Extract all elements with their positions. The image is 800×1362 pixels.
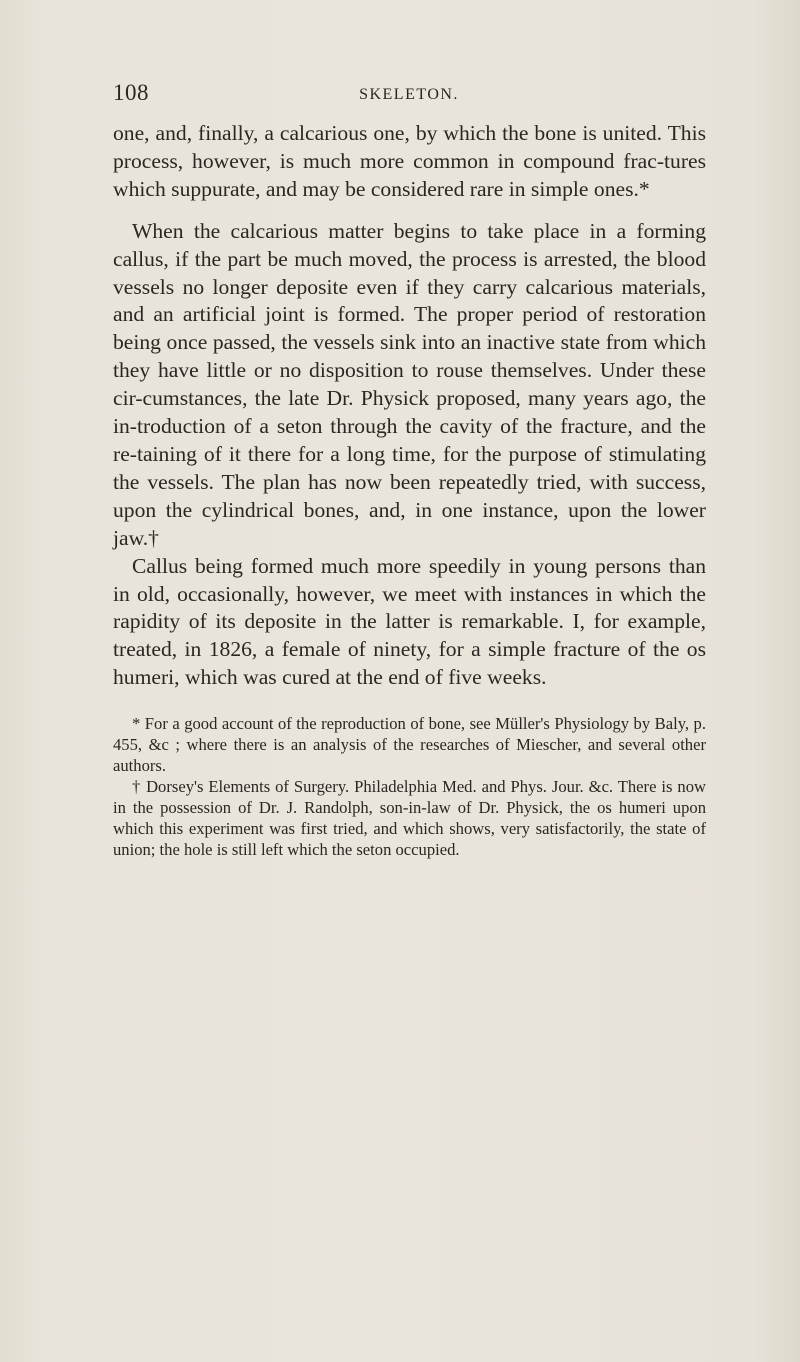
- footnote-asterisk: * For a good account of the reproduction of bone, see Müller's Physiology by Baly, p. 455, &c ; where there is an analysis of the researches of Miescher, and several other authors.: [113, 714, 706, 775]
- running-head: SKELETON.: [359, 86, 459, 103]
- page-header: [113, 80, 705, 110]
- paragraph-continuation: one, and, finally, a calcarious one, by which the bone is united. This process, however, is much more common in compound frac-tures which suppurate, and may be considered rare in simple ones.*: [113, 121, 706, 201]
- paragraph-calcarious-matter: When the calcarious matter begins to take place in a forming callus, if the part be much moved, the process is arrested, the blood vessels no longer deposite even if they carry calcarious materials, and an artificial joint is formed. The proper period of restoration being once passed, the vessels sink into an inactive state from which they have little or no disposition to rouse themselves. Under these cir-cumstances, the late Dr. Physick proposed, many years ago, the in-troduction of a seton through the cavity of the fracture, and the re-taining of it there for a long time, for the purpose of stimulating the vessels. The plan has now been repeatedly tried, with success, upon the cylindrical bones, and, in one instance, upon the lower jaw.†: [113, 218, 706, 550]
- paragraph-callus: Callus being formed much more speedily in young persons than in old, occasionally, however, we meet with instances in which the rapidity of its deposite in the latter is remarkable. I, for example, treated, in 1826, a female of ninety, for a simple fracture of the os humeri, which was cured at the end of five weeks.: [113, 553, 706, 690]
- footnotes: [113, 713, 706, 860]
- footnote-dagger: † Dorsey's Elements of Surgery. Philadelphia Med. and Phys. Jour. &c. There is now in the possession of Dr. J. Randolph, son-in-law of Dr. Physick, the os humeri upon which this experiment was first tried, and which shows, very satisfactorily, the state of union; the hole is still left which the seton occupied.: [113, 777, 706, 859]
- page-number: 108: [113, 80, 149, 105]
- body-text: [113, 120, 706, 692]
